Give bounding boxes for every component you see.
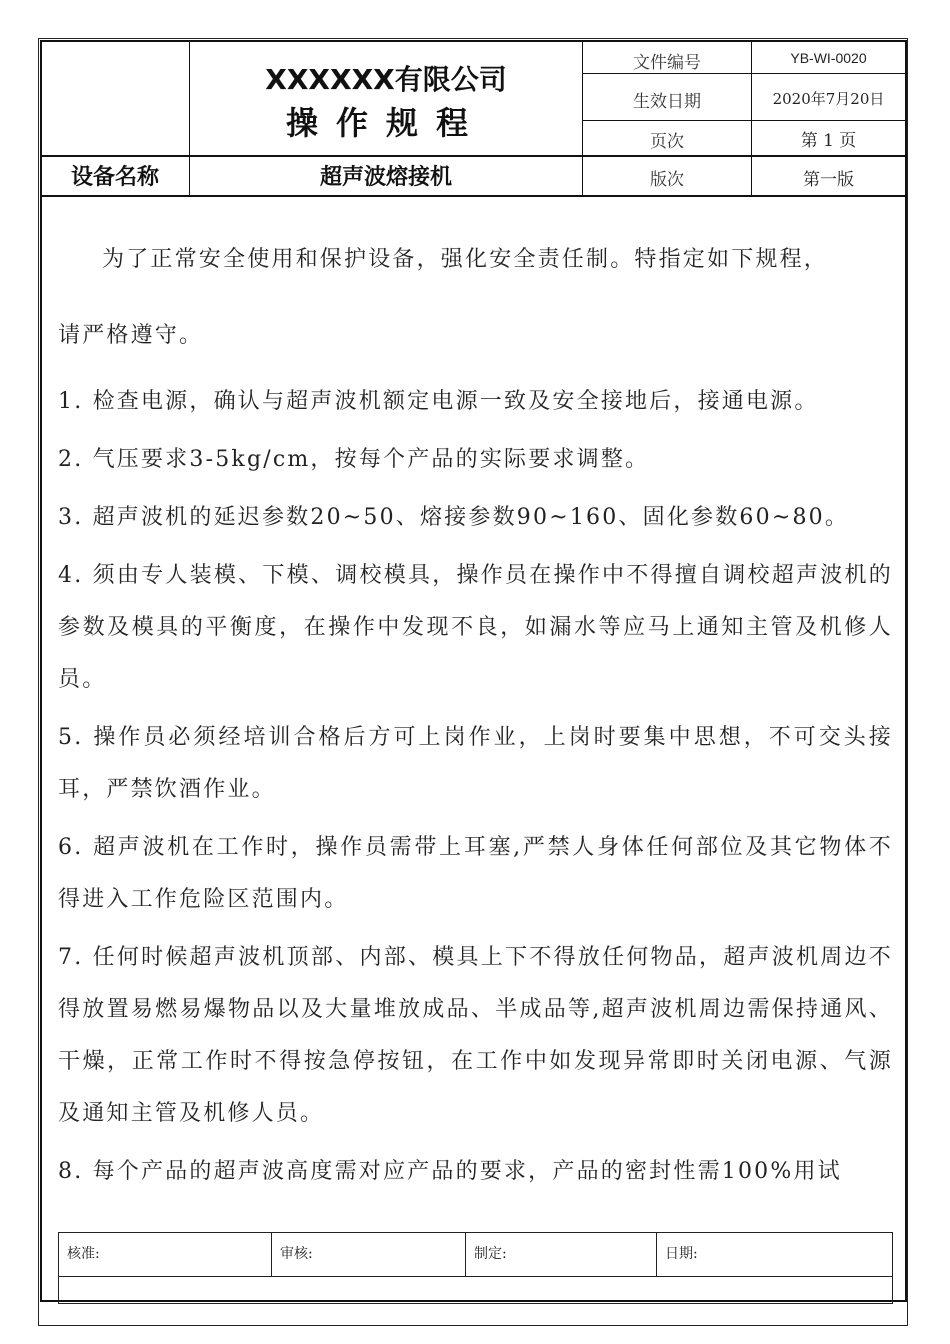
signature-footer xyxy=(58,1232,893,1304)
procedure-item-6: 6. 超声波机在工作时，操作员需带上耳塞,严禁人身体任何部位及其它物体不得进入工作危险区范围内。 xyxy=(58,835,893,912)
page-label: 页次 xyxy=(650,132,684,152)
procedure-item-8: 8. 每个产品的超声波高度需对应产品的要求，产品的密封性需100%用试 xyxy=(58,1159,842,1184)
procedure-item-2: 2. 气压要求3-5kg/cm，按每个产品的实际要求调整。 xyxy=(58,447,650,472)
procedure-item-1: 1. 检查电源，确认与超声波机额定电源一致及安全接地后，接通电源。 xyxy=(58,389,819,414)
intro-line-1: 为了正常安全使用和保护设备，强化安全责任制。特指定如下规程， xyxy=(102,247,829,272)
page-value: 第 1 页 xyxy=(800,131,857,151)
date-label: 日期: xyxy=(665,1246,698,1262)
effective-date-label: 生效日期 xyxy=(633,92,701,112)
document-title: 操作规程 xyxy=(285,104,486,142)
equipment-name-value: 超声波熔接机 xyxy=(319,165,452,190)
approve-label: 核准: xyxy=(67,1246,100,1262)
intro-line-2: 请严格遵守。 xyxy=(58,323,204,348)
file-number-label: 文件编号 xyxy=(633,53,701,73)
equipment-name-label: 设备名称 xyxy=(70,165,159,190)
company-name: XXXXXX有限公司 xyxy=(265,63,507,96)
procedure-item-5: 5. 操作员必须经培训合格后方可上岗作业，上岗时要集中思想，不可交头接耳，严禁饮酒作业。 xyxy=(58,725,893,802)
version-value: 第一版 xyxy=(803,170,854,190)
review-label: 审核: xyxy=(280,1246,313,1262)
procedure-body xyxy=(58,232,893,1204)
file-number-value: YB-WI-0020 xyxy=(790,50,867,66)
signature-row xyxy=(59,1233,892,1277)
procedure-item-3: 3. 超声波机的延迟参数20~50、熔接参数90~160、固化参数60~80。 xyxy=(58,505,850,530)
procedure-item-4: 4. 须由专人装模、下模、调校模具，操作员在操作中不得擅自调校超声波机的参数及模具的平衡度，在操作中发现不良，如漏水等应马上通知主管及机修人员。 xyxy=(58,563,893,692)
effective-date-value: 2020年7月20日 xyxy=(772,90,885,108)
prepare-label: 制定: xyxy=(474,1246,507,1262)
procedure-item-7: 7. 任何时候超声波机顶部、内部、模具上下不得放任何物品，超声波机周边不得放置易燃易爆物品以及大量堆放成品、半成品等,超声波机周边需保持通风、干燥，正常工作时不得按急停按钮，在工作中如发现异常即时关闭电源、气源及通知主管及机修人员。 xyxy=(58,945,893,1126)
version-label: 版次 xyxy=(650,170,684,190)
